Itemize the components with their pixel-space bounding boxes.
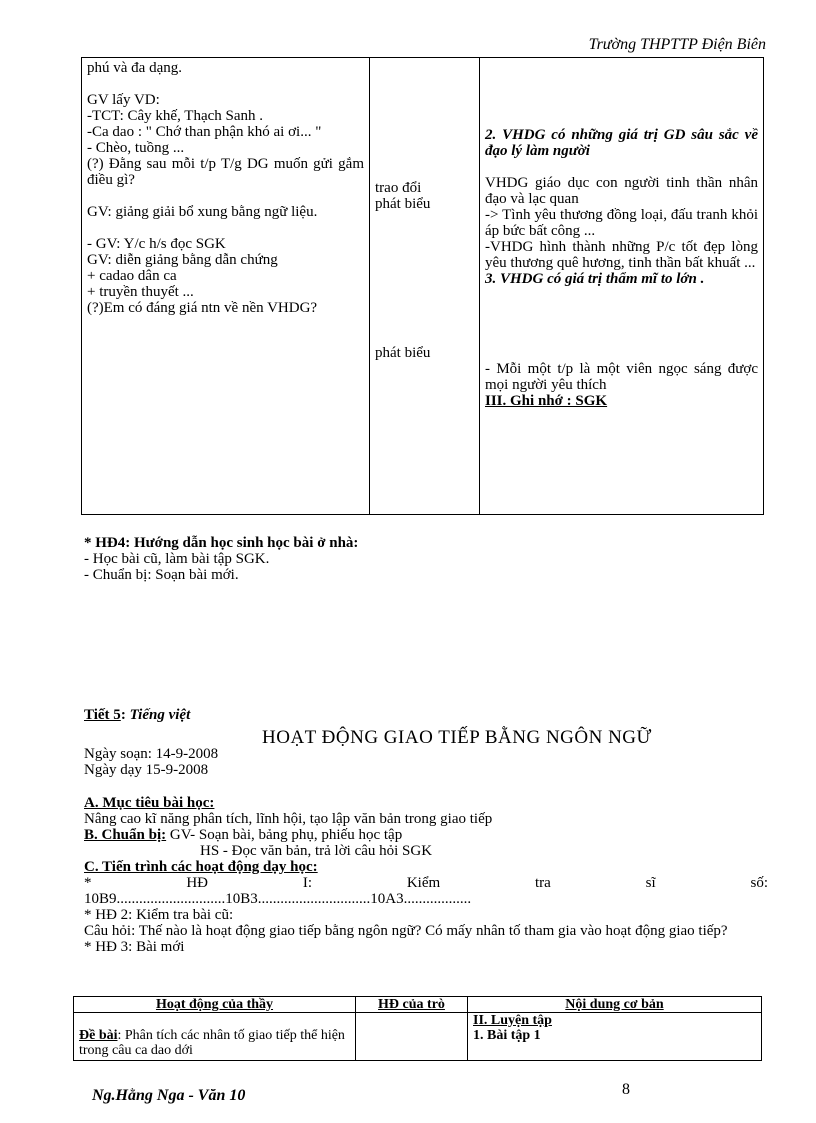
teacher-activity-cell: [82, 58, 370, 515]
hd1-line: [84, 875, 768, 891]
text-line: + cadao dân ca: [87, 268, 177, 284]
text-line: GV- Soạn bài, bảng phụ, phiếu học tập: [169, 827, 403, 843]
activity-table: [73, 996, 762, 1061]
page-number: 8: [622, 1081, 630, 1098]
section-heading: 2. VHDG có những giá trị GD sâu sắc về đạo lý làm người: [485, 127, 758, 159]
table-cell: [356, 1013, 468, 1061]
text-line: HS - Đọc văn bản, trả lời câu hỏi SGK: [200, 843, 433, 859]
dates: [84, 746, 218, 778]
word: tra: [534, 875, 551, 891]
word: I:: [302, 875, 312, 891]
hd4-title: * HĐ4: Hướng dẫn học sinh học bài ở nhà:: [84, 535, 359, 551]
text-line: (?)Em có đáng giá ntn về nền VHDG?: [87, 300, 318, 316]
exercise-title: 1. Bài tập 1: [473, 1028, 541, 1043]
text-line: - Học bài cũ, làm bài tập SGK.: [84, 551, 270, 567]
section-a-title: A. Mục tiêu bài học:: [84, 795, 215, 811]
text-line: Nâng cao kĩ năng phân tích, lĩnh hội, tạo lập văn bản trong giao tiếp: [84, 811, 493, 827]
school-header: Trường THPTTP Điện Biên: [588, 36, 766, 53]
lesson-heading: Tiết 5: Tiếng việt: [84, 707, 191, 723]
word: HĐ: [186, 875, 208, 891]
section-heading: III. Ghi nhớ : SGK: [485, 393, 608, 409]
table-cell: [468, 1013, 762, 1061]
question: Câu hỏi: Thế nào là hoạt động giao tiếp bằng ngôn ngữ? Có mấy nhân tố tham gia vào hoạt động giao tiếp?: [84, 923, 728, 939]
practice-title: II. Luyện tập: [473, 1013, 552, 1028]
text-line: + truyền thuyết ...: [87, 284, 194, 300]
de-text: : Phân tích các nhân tố giao tiếp thể hiện trong câu ca dao dới: [79, 1028, 345, 1058]
column-header: Nội dung cơ bản: [468, 997, 762, 1013]
hd4-section: [84, 535, 358, 583]
lesson-number: Tiết 5: [84, 707, 121, 723]
text-line: - Chèo, tuồng ...: [87, 140, 185, 156]
lesson-subject: Tiếng việt: [129, 707, 191, 723]
text-line: -Ca dao : " Chớ than phận khó ai ơi... ": [87, 124, 322, 140]
text-line: VHDG giáo dục con người tinh thần nhân đạo và lạc quan: [485, 175, 758, 207]
text-line: (?) Đằng sau mỗi t/p T/g DG muốn gửi gắm điều gì?: [87, 156, 364, 188]
word: số:: [750, 875, 768, 891]
prep-date: Ngày soạn: 14-9-2008: [84, 746, 219, 762]
content-cell: [480, 58, 764, 515]
word: Kiểm: [406, 875, 441, 891]
column-header: HĐ của trò: [356, 997, 468, 1013]
text-line: * HĐ 2: Kiểm tra bài cũ:: [84, 907, 234, 923]
table-cell: [74, 1013, 356, 1061]
class-list: 10B9.............................10B3..............................10A3..................: [84, 891, 472, 907]
column-header: Hoạt động của thầy: [74, 997, 356, 1013]
section-c-title: C. Tiến trình các hoạt động dạy học:: [84, 859, 318, 875]
text-line: phát biểu: [375, 196, 431, 212]
de-label: Đề bài: [79, 1028, 118, 1043]
section-b-title: B. Chuẩn bị:: [84, 827, 167, 843]
section-heading: 3. VHDG có giá trị thẩm mĩ to lớn .: [485, 271, 705, 287]
text-line: - Chuẩn bị: Soạn bài mới.: [84, 567, 239, 583]
text-line: GV: diễn giảng bằng dẫn chứng: [87, 252, 278, 268]
text-line: GV: giảng giải bổ xung bằng ngữ liệu.: [87, 204, 318, 220]
text-line: -VHDG hình thành những P/c tốt đẹp lòng yêu thương quê hương, tinh thần bất khuất ...: [485, 239, 758, 271]
text-line: trao đổi: [375, 180, 422, 196]
text-line: * HĐ 3: Bài mới: [84, 939, 185, 955]
text-line: - Mỗi một t/p là một viên ngọc sáng được mọi người yêu thích: [485, 361, 758, 393]
teach-date: Ngày dạy 15-9-2008: [84, 762, 209, 778]
text-line: GV lấy VD:: [87, 92, 160, 108]
word: *: [84, 875, 92, 891]
text-line: -TCT: Cây khế, Thạch Sanh .: [87, 108, 264, 124]
page-title: HOẠT ĐỘNG GIAO TIẾP BẰNG NGÔN NGỮ: [262, 727, 652, 748]
text-line: phú và đa dạng.: [87, 60, 182, 76]
footer-author: Ng.Hằng Nga - Văn 10: [92, 1087, 246, 1104]
lesson-table-continued: [81, 57, 764, 515]
word: sĩ: [645, 875, 656, 891]
lesson-body: [84, 795, 768, 955]
text-line: phát biểu: [375, 345, 431, 361]
text-line: - GV: Y/c h/s đọc SGK: [87, 236, 226, 252]
student-activity-cell: [370, 58, 480, 515]
text-line: -> Tình yêu thương đồng loại, đấu tranh khỏi áp bức bất công ...: [485, 207, 758, 239]
